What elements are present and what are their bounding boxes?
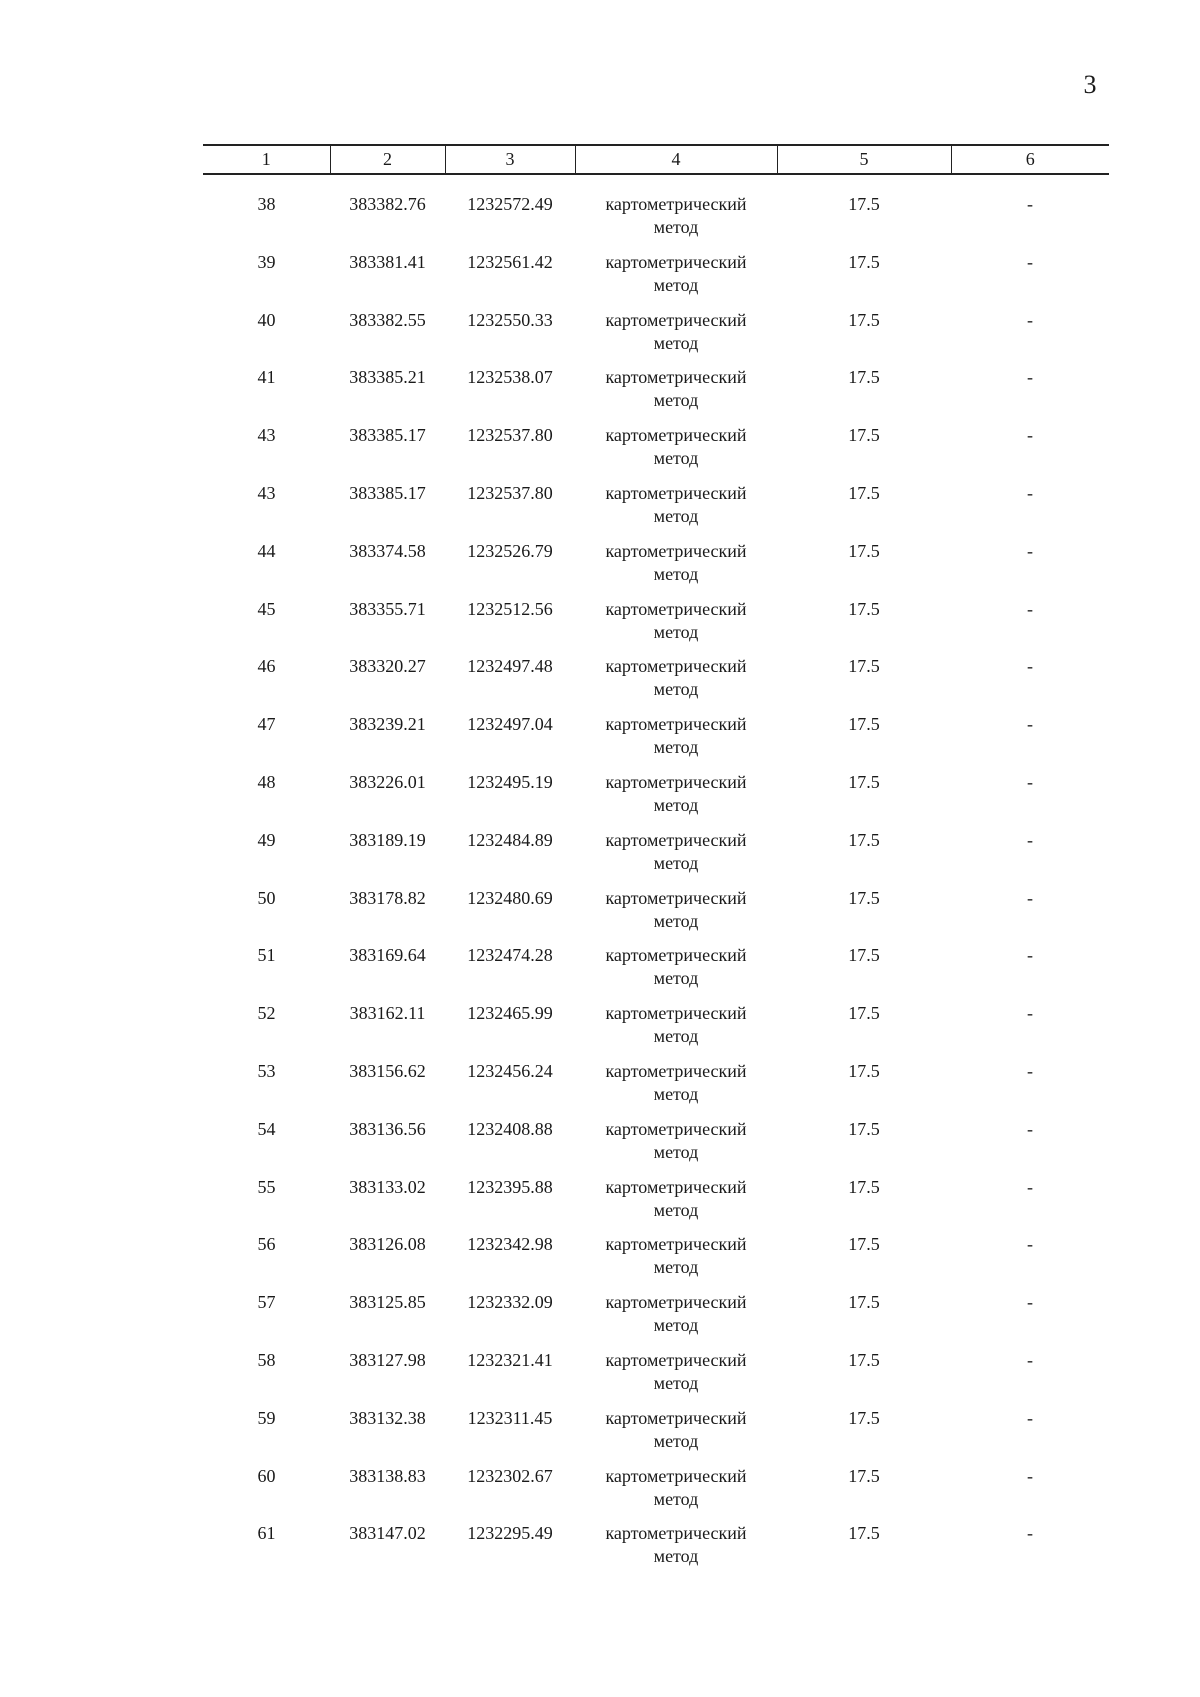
- method-line-1: картометрический: [605, 1060, 747, 1081]
- accuracy-cell: 17.5: [848, 714, 880, 735]
- coord-x-cell: 383320.27: [349, 656, 426, 677]
- point-number-cell: 50: [257, 887, 276, 908]
- method-line-1: картометрический: [605, 540, 747, 561]
- point-number-cell: 46: [257, 656, 276, 677]
- note-cell: -: [1027, 251, 1033, 272]
- point-number-cell: 53: [257, 1060, 276, 1081]
- method-line-2: метод: [653, 1488, 699, 1509]
- accuracy-cell: 17.5: [848, 194, 880, 214]
- method-line-2: метод: [653, 1257, 699, 1278]
- note-cell: -: [1027, 367, 1033, 388]
- note-cell: -: [1027, 714, 1033, 735]
- note-cell: -: [1027, 194, 1033, 214]
- coord-x-cell: 383147.02: [349, 1523, 426, 1544]
- method-line-1: картометрический: [605, 714, 747, 735]
- coord-x-cell: 383136.56: [349, 1118, 426, 1139]
- coord-x-cell: 383239.21: [349, 714, 426, 735]
- method-line-1: картометрический: [605, 1523, 747, 1544]
- table-row: [203, 1002, 1109, 1060]
- accuracy-cell: 17.5: [848, 1349, 880, 1370]
- header-col-2: 2: [330, 145, 445, 174]
- coord-x-cell: 383127.98: [349, 1349, 426, 1370]
- accuracy-cell: 17.5: [848, 1465, 880, 1486]
- method-line-2: метод: [653, 852, 699, 873]
- method-cell: [575, 251, 777, 309]
- table-row: [203, 482, 1109, 540]
- accuracy-cell: 17.5: [848, 1003, 880, 1024]
- table-row: [203, 1233, 1109, 1291]
- coordinates-table-container: [203, 144, 1109, 1580]
- coord-y-cell: 1232537.80: [467, 425, 553, 446]
- coord-y-cell: 1232474.28: [467, 945, 553, 966]
- method-line-1: картометрический: [605, 367, 747, 388]
- note-cell: -: [1027, 1349, 1033, 1370]
- accuracy-cell: 17.5: [848, 251, 880, 272]
- coord-y-cell: 1232311.45: [467, 1407, 553, 1428]
- accuracy-cell: 17.5: [848, 887, 880, 908]
- coord-x-cell: 383374.58: [349, 540, 426, 561]
- accuracy-cell: 17.5: [848, 829, 880, 850]
- note-cell: -: [1027, 887, 1033, 908]
- note-cell: -: [1027, 1465, 1033, 1486]
- method-line-1: картометрический: [605, 771, 747, 792]
- method-line-2: метод: [653, 910, 699, 931]
- method-line-2: метод: [653, 679, 699, 700]
- accuracy-cell: 17.5: [848, 1234, 880, 1255]
- table-row: [203, 251, 1109, 309]
- coord-y-cell: 1232538.07: [467, 367, 553, 388]
- method-line-1: картометрический: [605, 887, 747, 908]
- note-cell: -: [1027, 425, 1033, 446]
- table-row: [203, 366, 1109, 424]
- table-row: [203, 887, 1109, 945]
- method-line-1: картометрический: [605, 1003, 747, 1024]
- method-line-2: метод: [653, 1026, 699, 1047]
- accuracy-cell: 17.5: [848, 1176, 880, 1197]
- coord-y-cell: 1232497.48: [467, 656, 553, 677]
- method-line-2: метод: [653, 563, 699, 584]
- method-line-2: метод: [653, 1546, 699, 1567]
- table-header: [203, 145, 1109, 174]
- method-line-1: картометрический: [605, 251, 747, 272]
- table-row: [203, 1465, 1109, 1523]
- table-row: [203, 771, 1109, 829]
- note-cell: -: [1027, 1407, 1033, 1428]
- coord-x-cell: 383382.55: [349, 309, 426, 330]
- accuracy-cell: 17.5: [848, 1407, 880, 1428]
- method-line-2: метод: [653, 1083, 699, 1104]
- method-cell: [575, 944, 777, 1002]
- point-number-cell: 57: [257, 1292, 276, 1313]
- table-row: [203, 1118, 1109, 1176]
- note-cell: -: [1027, 1118, 1033, 1139]
- method-line-1: картометрический: [605, 656, 747, 677]
- coord-y-cell: 1232561.42: [467, 251, 553, 272]
- coord-y-cell: 1232512.56: [467, 598, 553, 619]
- coord-y-cell: 1232537.80: [467, 482, 553, 503]
- accuracy-cell: 17.5: [848, 1523, 880, 1544]
- note-cell: -: [1027, 540, 1033, 561]
- accuracy-cell: 17.5: [848, 1118, 880, 1139]
- point-number-cell: 47: [257, 714, 276, 735]
- header-col-3: 3: [445, 145, 575, 174]
- method-line-2: метод: [653, 274, 699, 295]
- method-cell: [575, 655, 777, 713]
- method-line-2: метод: [653, 621, 699, 642]
- header-col-6: 6: [951, 145, 1109, 174]
- method-line-1: картометрический: [605, 425, 747, 446]
- point-number-cell: 38: [257, 194, 276, 214]
- method-line-1: картометрический: [605, 598, 747, 619]
- method-cell: [575, 1060, 777, 1118]
- accuracy-cell: 17.5: [848, 540, 880, 561]
- coord-y-cell: 1232497.04: [467, 714, 553, 735]
- note-cell: -: [1027, 1176, 1033, 1197]
- coord-x-cell: 383125.85: [349, 1292, 426, 1313]
- table-row: [203, 829, 1109, 887]
- method-cell: [575, 713, 777, 771]
- method-cell: [575, 174, 777, 251]
- method-line-1: картометрический: [605, 1465, 747, 1486]
- coord-x-cell: 383178.82: [349, 887, 426, 908]
- method-line-1: картометрический: [605, 1176, 747, 1197]
- method-cell: [575, 482, 777, 540]
- note-cell: -: [1027, 945, 1033, 966]
- method-line-2: метод: [653, 448, 699, 469]
- point-number-cell: 61: [257, 1523, 276, 1544]
- point-number-cell: 51: [257, 945, 276, 966]
- method-line-1: картометрический: [605, 1292, 747, 1313]
- point-number-cell: 39: [257, 251, 276, 272]
- coord-y-cell: 1232495.19: [467, 771, 553, 792]
- method-cell: [575, 1522, 777, 1580]
- table-row: [203, 309, 1109, 367]
- method-cell: [575, 424, 777, 482]
- method-line-2: метод: [653, 737, 699, 758]
- point-number-cell: 44: [257, 540, 276, 561]
- coord-x-cell: 383132.38: [349, 1407, 426, 1428]
- point-number-cell: 55: [257, 1176, 276, 1197]
- method-cell: [575, 1002, 777, 1060]
- header-col-4: 4: [575, 145, 777, 174]
- method-line-1: картометрический: [605, 945, 747, 966]
- method-cell: [575, 1407, 777, 1465]
- point-number-cell: 60: [257, 1465, 276, 1486]
- note-cell: -: [1027, 482, 1033, 503]
- table-row: [203, 598, 1109, 656]
- method-line-1: картометрический: [605, 1234, 747, 1255]
- note-cell: -: [1027, 598, 1033, 619]
- coord-y-cell: 1232484.89: [467, 829, 553, 850]
- note-cell: -: [1027, 656, 1033, 677]
- note-cell: -: [1027, 829, 1033, 850]
- method-cell: [575, 771, 777, 829]
- method-line-2: метод: [653, 1430, 699, 1451]
- point-number-cell: 45: [257, 598, 276, 619]
- accuracy-cell: 17.5: [848, 1292, 880, 1313]
- accuracy-cell: 17.5: [848, 945, 880, 966]
- accuracy-cell: 17.5: [848, 425, 880, 446]
- coord-x-cell: 383156.62: [349, 1060, 426, 1081]
- method-cell: [575, 540, 777, 598]
- coord-y-cell: 1232550.33: [467, 309, 553, 330]
- accuracy-cell: 17.5: [848, 367, 880, 388]
- coord-y-cell: 1232321.41: [467, 1349, 553, 1370]
- coord-y-cell: 1232465.99: [467, 1003, 553, 1024]
- point-number-cell: 48: [257, 771, 276, 792]
- method-line-1: картометрический: [605, 1118, 747, 1139]
- point-number-cell: 56: [257, 1234, 276, 1255]
- table-row: [203, 1060, 1109, 1118]
- coordinates-table: [203, 144, 1109, 1580]
- method-cell: [575, 598, 777, 656]
- method-cell: [575, 829, 777, 887]
- point-number-cell: 43: [257, 425, 276, 446]
- coord-y-cell: 1232408.88: [467, 1118, 553, 1139]
- coord-y-cell: 1232456.24: [467, 1060, 553, 1081]
- method-cell: [575, 366, 777, 424]
- method-line-2: метод: [653, 1372, 699, 1393]
- coord-x-cell: 383385.17: [349, 482, 426, 503]
- note-cell: -: [1027, 309, 1033, 330]
- table-row: [203, 174, 1109, 251]
- method-cell: [575, 1118, 777, 1176]
- coord-x-cell: 383126.08: [349, 1234, 426, 1255]
- header-col-5: 5: [777, 145, 951, 174]
- table-row: [203, 1291, 1109, 1349]
- note-cell: -: [1027, 1234, 1033, 1255]
- note-cell: -: [1027, 1003, 1033, 1024]
- method-line-1: картометрический: [605, 829, 747, 850]
- coord-x-cell: 383385.17: [349, 425, 426, 446]
- accuracy-cell: 17.5: [848, 482, 880, 503]
- method-line-2: метод: [653, 217, 699, 237]
- coord-x-cell: 383138.83: [349, 1465, 426, 1486]
- coord-y-cell: 1232572.49: [467, 194, 553, 214]
- coord-x-cell: 383355.71: [349, 598, 426, 619]
- coord-x-cell: 383169.64: [349, 945, 426, 966]
- page-number: 3: [1083, 70, 1097, 99]
- method-line-2: метод: [653, 1199, 699, 1220]
- accuracy-cell: 17.5: [848, 598, 880, 619]
- point-number-cell: 59: [257, 1407, 276, 1428]
- coord-y-cell: 1232302.67: [467, 1465, 553, 1486]
- method-cell: [575, 1349, 777, 1407]
- coord-x-cell: 383226.01: [349, 771, 426, 792]
- accuracy-cell: 17.5: [848, 656, 880, 677]
- method-line-1: картометрический: [605, 1407, 747, 1428]
- note-cell: -: [1027, 1292, 1033, 1313]
- coord-x-cell: 383189.19: [349, 829, 426, 850]
- method-line-2: метод: [653, 1141, 699, 1162]
- accuracy-cell: 17.5: [848, 1060, 880, 1081]
- method-cell: [575, 1176, 777, 1234]
- table-row: [203, 944, 1109, 1002]
- point-number-cell: 54: [257, 1118, 276, 1139]
- method-line-1: картометрический: [605, 309, 747, 330]
- point-number-cell: 41: [257, 367, 276, 388]
- accuracy-cell: 17.5: [848, 771, 880, 792]
- coord-y-cell: 1232395.88: [467, 1176, 553, 1197]
- table-row: [203, 1176, 1109, 1234]
- table-row: [203, 540, 1109, 598]
- table-row: [203, 1407, 1109, 1465]
- note-cell: -: [1027, 771, 1033, 792]
- coord-x-cell: 383385.21: [349, 367, 426, 388]
- point-number-cell: 49: [257, 829, 276, 850]
- method-cell: [575, 1233, 777, 1291]
- coord-y-cell: 1232295.49: [467, 1523, 553, 1544]
- header-col-1: 1: [203, 145, 330, 174]
- coord-x-cell: 383162.11: [349, 1003, 426, 1024]
- note-cell: -: [1027, 1523, 1033, 1544]
- coord-y-cell: 1232332.09: [467, 1292, 553, 1313]
- point-number-cell: 43: [257, 482, 276, 503]
- header-row: [203, 145, 1109, 174]
- table-row: [203, 1349, 1109, 1407]
- point-number-cell: 40: [257, 309, 276, 330]
- method-line-2: метод: [653, 1315, 699, 1336]
- coord-y-cell: 1232526.79: [467, 540, 553, 561]
- method-line-2: метод: [653, 390, 699, 411]
- point-number-cell: 58: [257, 1349, 276, 1370]
- method-line-1: картометрический: [605, 1349, 747, 1370]
- point-number-cell: 52: [257, 1003, 276, 1024]
- method-line-2: метод: [653, 505, 699, 526]
- table-row: [203, 655, 1109, 713]
- table-row: [203, 713, 1109, 771]
- method-cell: [575, 887, 777, 945]
- table-row: [203, 424, 1109, 482]
- table-body: [203, 174, 1109, 1580]
- method-line-2: метод: [653, 332, 699, 353]
- coord-y-cell: 1232342.98: [467, 1234, 553, 1255]
- table-row: [203, 1522, 1109, 1580]
- accuracy-cell: 17.5: [848, 309, 880, 330]
- coord-y-cell: 1232480.69: [467, 887, 553, 908]
- method-cell: [575, 1291, 777, 1349]
- method-line-2: метод: [653, 968, 699, 989]
- coord-x-cell: 383381.41: [349, 251, 426, 272]
- method-line-2: метод: [653, 794, 699, 815]
- method-line-1: картометрический: [605, 194, 747, 214]
- note-cell: -: [1027, 1060, 1033, 1081]
- method-cell: [575, 309, 777, 367]
- method-cell: [575, 1465, 777, 1523]
- coord-x-cell: 383133.02: [349, 1176, 426, 1197]
- coord-x-cell: 383382.76: [349, 194, 426, 214]
- method-line-1: картометрический: [605, 482, 747, 503]
